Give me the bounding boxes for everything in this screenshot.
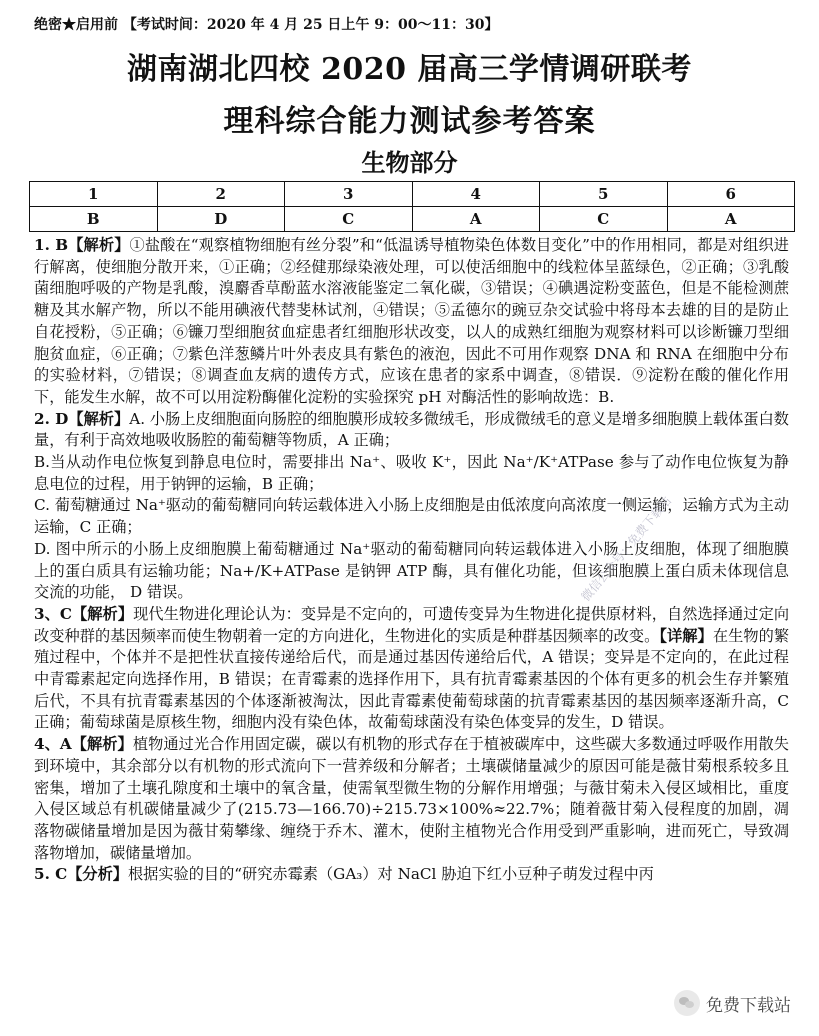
- answer-number: 1: [30, 182, 158, 207]
- exam-title: 湖南湖北四校 2020 届高三学情调研联考: [127, 52, 692, 87]
- answer-number: 5: [540, 182, 668, 207]
- wechat-icon: [674, 990, 700, 1016]
- explanation-text: 植物通过光合作用固定碳，碳以有机物的形式存在于植被碳库中，这些碳大多数通过呼吸作用散失到环境中，其余部分以有机物的形式流向下一营养级和分解者；土壤碳储量减少的原因可能是薇甘菊根系较多且密集，增加了土壤孔隙度和土壤中的氧含量，使需氧型微生物的分解作用增强；与薇甘菊未入侵区域相比，重度入侵区域总有机碳储量减少了(215.73—166.70)÷215.73×100%≈22.7%；随着薇甘菊入侵程度的加剧，凋落物碳储量增加是因为薇甘菊攀缘、缠绕于乔木、灌木，使附主植物光合作用受到严重影响，进而死亡，导致凋落物增加，碳储量增加。: [34, 735, 789, 862]
- explanation-q4: [34, 734, 789, 864]
- answer-number: 2: [157, 182, 285, 207]
- explanation-q3: [34, 604, 789, 734]
- diagonal-watermark: 微信公众号：免费下载站: [578, 493, 675, 604]
- explanation-q2-d: [34, 539, 789, 604]
- answer-table: [29, 181, 795, 232]
- exam-header: 绝密★启用前 【考试时间：2020 年 4 月 25 日上午 9：00～11：30】: [34, 17, 499, 33]
- answer-number: 4: [412, 182, 540, 207]
- answer-number-row: [30, 182, 795, 207]
- question-label: 2. D【解析】: [34, 409, 130, 428]
- section-title: 生物部分: [361, 148, 458, 177]
- explanation-q5: [34, 864, 789, 886]
- explanation-text: B.当从动作电位恢复到静息电位时，需要排出 Na⁺、吸收 K⁺，因此 Na⁺/K⁺ATPase 参与了动作电位恢复为静息电位的过程，用于钠钾的运输，B 正确；: [34, 453, 789, 493]
- watermark-badge-text: 免费下载站: [706, 995, 791, 1016]
- explanation-text: 根据实验的目的“研究赤霉素（GA₃）对 NaCl 胁迫下红小豆种子萌发过程中丙: [127, 865, 654, 884]
- explanations: [34, 235, 789, 886]
- explanation-q2-b: [34, 452, 789, 495]
- answer-number: 6: [667, 182, 795, 207]
- explanation-q1: [34, 235, 789, 409]
- answer-letter-row: [30, 207, 795, 232]
- explanation-text: A. 小肠上皮细胞面向肠腔的细胞膜形成较多微绒毛，形成微绒毛的意义是增多细胞膜上载体蛋白数量，有利于高效地吸收肠腔的葡萄糖等物质，A 正确；: [34, 409, 789, 450]
- explanation-q2: [34, 409, 789, 452]
- answer-letter: A: [412, 207, 540, 232]
- answer-number: 3: [285, 182, 413, 207]
- question-label: 1. B【解析】: [34, 236, 130, 254]
- explanation-text: C. 葡萄糖通过 Na⁺驱动的葡萄糖同向转运载体进入小肠上皮细胞是由低浓度向高浓度一侧运输，运输方式为主动运输，C 正确；: [34, 496, 789, 537]
- explanation-q2-c: [34, 495, 789, 538]
- answer-letter: D: [157, 207, 285, 232]
- exam-subtitle: 理科综合能力测试参考答案: [223, 104, 596, 139]
- answer-letter: B: [30, 207, 158, 232]
- answer-letter: C: [285, 207, 413, 232]
- explanation-text: 在生物的繁殖过程中，个体并不是把性状直接传递给后代，而是通过基因传递给后代，A 错误；变异是不定向的，在此过程中青霉素起定向选择作用，B 错误；在青霉素的选择作用下，具有抗青霉素基因的个体有更多的机会生存并繁殖后代，不具有抗青霉素基因的个体逐渐被淘汰，因此青霉素使葡萄球菌的抗青霉素基因的基因频率逐渐升高，C 正确；葡萄球菌是原核生物，细胞内没有染色体，故葡萄球菌没有染色体变异的发生，D 错误。: [34, 626, 790, 732]
- watermark-badge: [672, 988, 797, 1018]
- answer-letter: C: [540, 207, 668, 232]
- question-label: 4、A【解析】: [34, 735, 133, 754]
- detail-label: 【详解】: [659, 626, 713, 645]
- explanation-text: ①盐酸在“观察植物细胞有丝分裂”和“低温诱导植物染色体数目变化”中的作用相同，都是对组织进行解离，使细胞分散开来，①正确；②经健那绿染液处理，可以使活细胞中的线粒体呈蓝绿色，②正确；③乳酸菌细胞呼吸的产物是乳酸，溴麝香草酚蓝水溶液能鉴定二氧化碳，③错误；④碘遇淀粉变蓝色，但是不能检测蔗糖及其水解产物，所以不能用碘液代替斐林试剂，④错误；⑤孟德尔的豌豆杂交试验中将母本去雄的目的是防止自花授粉，⑤正确；⑥镰刀型细胞贫血症患者红细胞形状改变，以人的成熟红细胞为观察材料可以诊断镰刀型细胞贫血症，⑥正确；⑦紫色洋葱鳞片叶外表皮具有紫色的液泡，因此不可用作观察 DNA 和 RNA 在细胞中分布的实验材料，⑦错误；⑧调查血友病的遗传方式，应该在患者的家系中调查，⑧错误．⑨淀粉在酸的催化作用下，能发生水解，故不可以用淀粉酶催化淀粉的实验探究 pH 对酶活性的影响故选：B.: [34, 236, 789, 406]
- answer-letter: A: [667, 207, 795, 232]
- explanation-text: 现代生物进化理论认为：变异是不定向的，可遗传变异为生物进化提供原材料，自然选择通过定向改变种群的基因频率而使生物朝着一定的方向进化，生物进化的实质是种群基因频率的改变。: [34, 604, 790, 645]
- explanation-text: D. 图中所示的小肠上皮细胞膜上葡萄糖通过 Na⁺驱动的葡萄糖同向转运载体进入小肠上皮细胞，体现了细胞膜上的蛋白质具有运输功能；Na+/K+ATPase 是钠钾 ATP 酶，具有催化功能，但该细胞膜上蛋白质未体现信息交流的功能， D 错误。: [34, 539, 789, 602]
- question-label: 3、C【解析】: [34, 604, 134, 623]
- question-label: 5. C【分析】: [34, 865, 128, 884]
